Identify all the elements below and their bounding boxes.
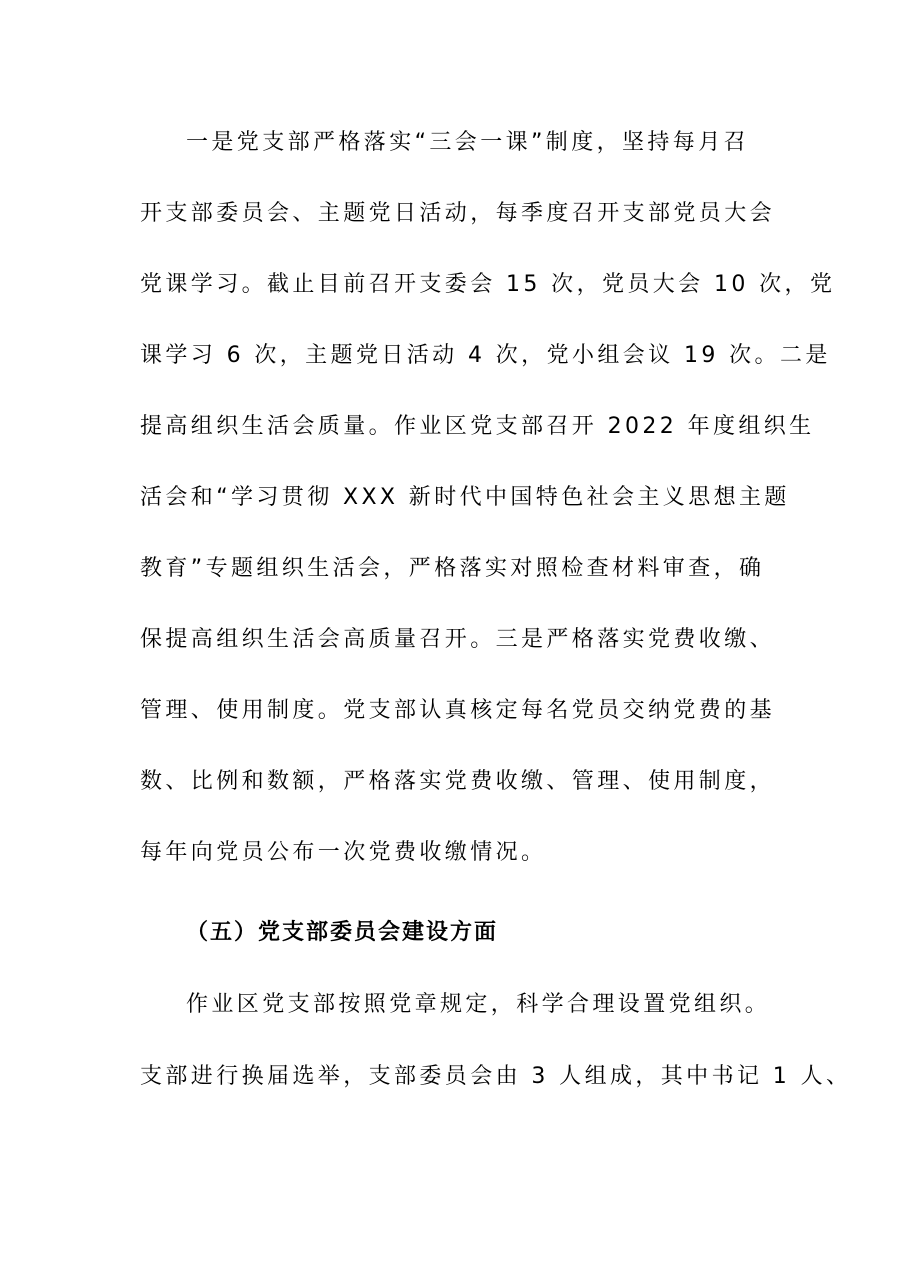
paragraph-1-line-1: 一是党支部严格落实“三会一课”制度，坚持每月召 bbox=[186, 130, 749, 155]
paragraph-2-line-2: 支部进行换届选举，支部委员会由 3 人组成，其中书记 1 人、 bbox=[140, 1064, 852, 1089]
paragraph-1-line-5: 提高组织生活会质量。作业区党支部召开 2022 年度组织生 bbox=[140, 414, 815, 439]
paragraph-1-line-4: 课学习 6 次，主题党日活动 4 次，党小组会议 19 次。二是 bbox=[140, 343, 831, 368]
paragraph-1-line-10: 数、比例和数额，严格落实党费收缴、管理、使用制度， bbox=[140, 769, 776, 794]
paragraph-1-line-2: 开支部委员会、主题党日活动，每季度召开支部党员大会 bbox=[140, 201, 776, 226]
section-heading: （五）党支部委员会建设方面 bbox=[186, 920, 499, 945]
paragraph-1-line-3: 党课学习。截止目前召开支委会 15 次，党员大会 10 次，党 bbox=[140, 272, 836, 297]
paragraph-1-line-9: 管理、使用制度。党支部认真核定每名党员交纳党费的基 bbox=[140, 698, 776, 723]
paragraph-1-line-7: 教育”专题组织生活会，严格落实对照检查材料审查，确 bbox=[140, 556, 765, 581]
paragraph-1-line-8: 保提高组织生活会高质量召开。三是严格落实党费收缴、 bbox=[140, 627, 776, 652]
paragraph-2-line-1: 作业区党支部按照党章规定，科学合理设置党组织。 bbox=[186, 992, 771, 1017]
paragraph-1-line-11: 每年向党员公布一次党费收缴情况。 bbox=[140, 840, 547, 865]
paragraph-1-line-6: 活会和“学习贯彻 XXX 新时代中国特色社会主义思想主题 bbox=[140, 485, 790, 510]
